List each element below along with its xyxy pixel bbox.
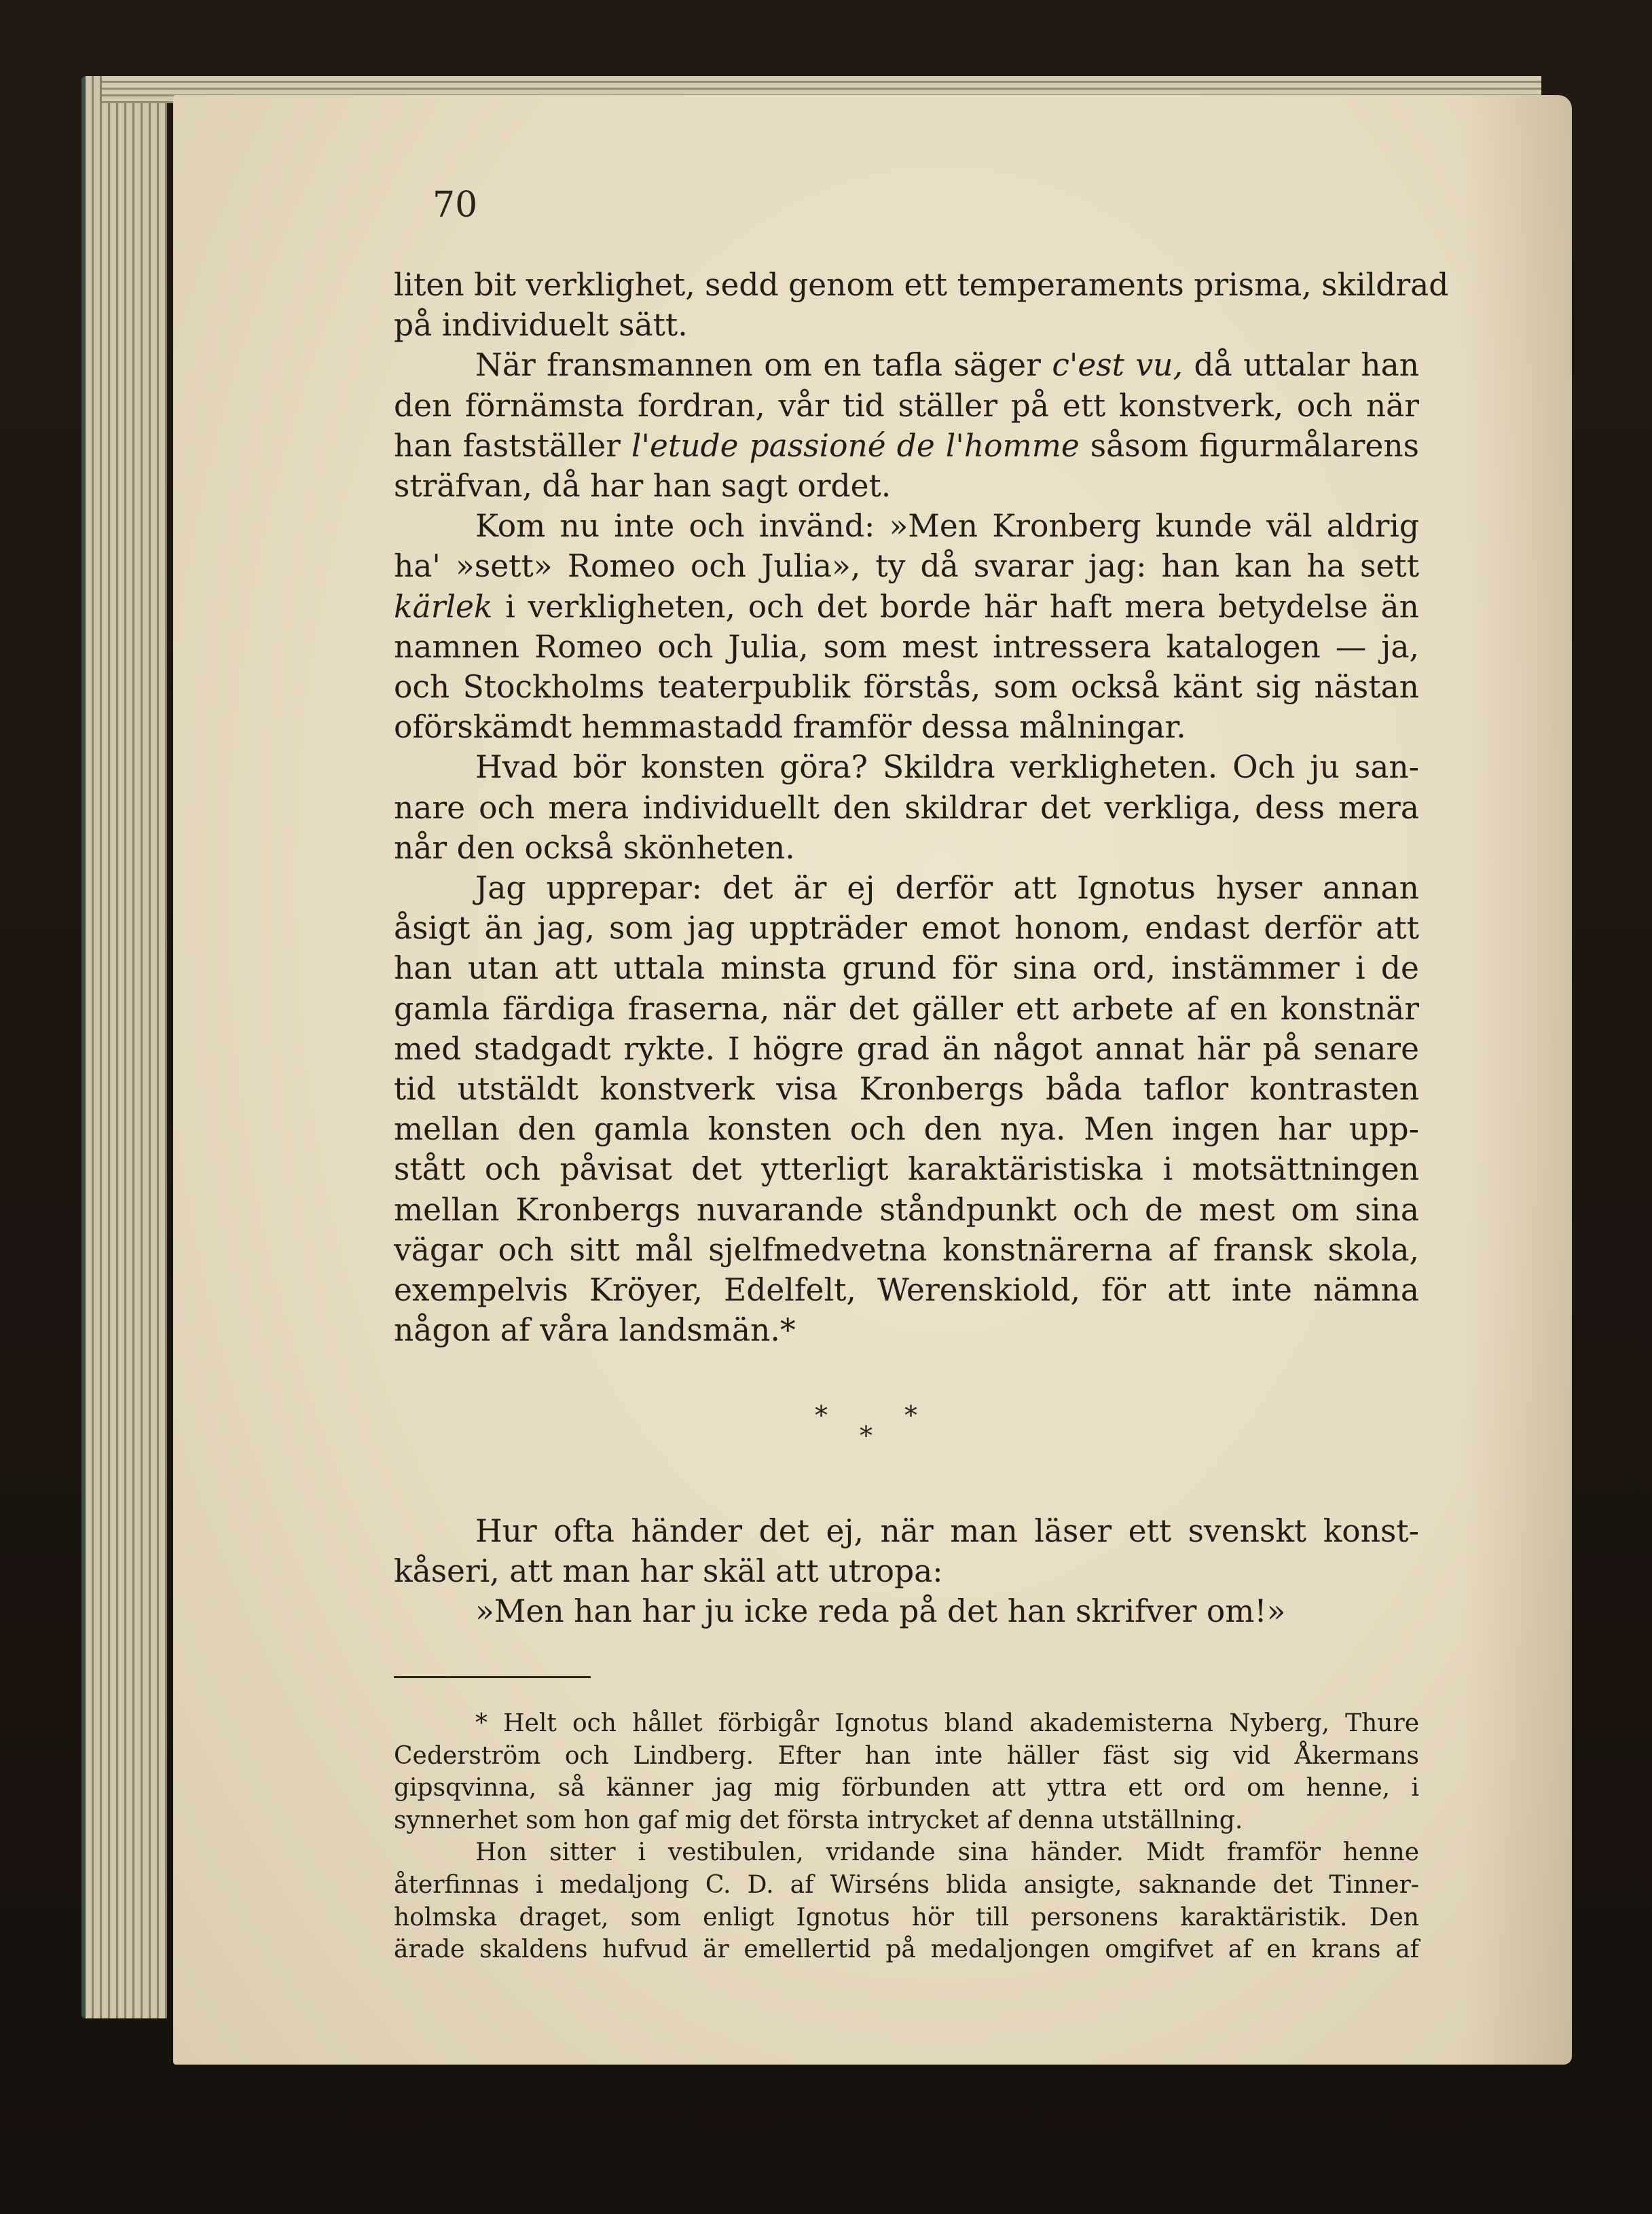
text-line: exempelvis Kröyer, Edelfelt, Werenskiold, för att inte nämna [394, 1272, 1419, 1309]
asterisk-mark: * [860, 1421, 873, 1451]
text-line: namnen Romeo och Julia, som mest intressera katalogen — ja, [394, 628, 1419, 665]
text-line: »Men han har ju icke reda på det han skrifver om!» [475, 1593, 1286, 1630]
text-line: liten bit verklighet, sedd genom ett temperaments prisma, skildrad [394, 267, 1449, 303]
footnote-line: återfinnas i medaljong C. D. af Wirséns blida ansigte, saknande det Tinner- [394, 1870, 1419, 1899]
text-line: Jag upprepar: det är ej derför att Ignotus hyser annan [475, 870, 1419, 907]
footnote-line: gipsqvinna, så känner jag mig förbunden att yttra ett ord om henne, i [394, 1774, 1419, 1802]
text-line: sträfvan, då har han sagt ordet. [394, 468, 892, 505]
closing-text-block [394, 1511, 1419, 1632]
text-segment: När fransmannen om en tafla säger [475, 347, 1052, 384]
asterisk-mark: * [904, 1400, 917, 1430]
footnote-line: ärade skaldens hufvud är emellertid på medaljongen omgifvet af en krans af [394, 1936, 1419, 1964]
text-segment: såsom figurmålarens [1079, 427, 1419, 464]
italic-phrase: kärlek [394, 588, 493, 625]
text-segment: då uttalar han [1182, 347, 1419, 384]
text-line: åsigt än jag, som jag uppträder emot honom, endast derför att [394, 910, 1419, 947]
text-line: och Stockholms teaterpublik förstås, som också känt sig nästan [394, 669, 1419, 706]
text-line: mellan den gamla konsten och den nya. Men ingen har upp- [394, 1111, 1419, 1148]
text-line: någon af våra landsmän.* [394, 1312, 796, 1349]
text-line: mellan Kronbergs nuvarande ståndpunkt och de mest om sina [394, 1191, 1419, 1228]
text-line: Kom nu inte och invänd: »Men Kronberg kunde väl aldrig [475, 508, 1419, 545]
text-line: kåseri, att man har skäl att utropa: [394, 1553, 943, 1590]
footnote-rule [394, 1676, 591, 1678]
text-line: den förnämsta fordran, vår tid ställer på ett konstverk, och när [394, 387, 1419, 424]
text-line [394, 345, 1419, 385]
italic-phrase: l'etude passioné de l'homme [631, 427, 1080, 464]
asterisk-mark: * [815, 1400, 828, 1430]
text-line: når den också skönheten. [394, 829, 795, 866]
text-line: Hvad bör konsten göra? Skildra verkligheten. Och ju san- [475, 749, 1419, 786]
text-line: han utan att uttala minsta grund för sina ord, instämmer i de [394, 950, 1419, 987]
footnote-line: Hon sitter i vestibulen, vridande sina händer. Midt framför henne [475, 1838, 1419, 1867]
text-line: Hur ofta händer det ej, när man läser ett svenskt konst- [475, 1513, 1419, 1549]
book-page-edges [81, 76, 167, 2018]
footnote-line: holmska draget, som enligt Ignotus hör till personens karaktäristik. Den [394, 1903, 1419, 1931]
text-line [394, 587, 1419, 627]
footnote-block [394, 1707, 1419, 1966]
text-line: tid utstäldt konstverk visa Kronbergs båda taflor kontrasten [394, 1071, 1419, 1108]
text-line: vägar och sitt mål sjelfmedvetna konstnärerna af fransk skola, [394, 1231, 1419, 1268]
text-line: gamla färdiga fraserna, när det gäller ett arbete af en konstnär [394, 990, 1419, 1027]
text-segment: han fastställer [394, 427, 631, 464]
text-line: på individuelt sätt. [394, 307, 688, 344]
text-line: oförskämdt hemmastadd framför dessa målningar. [394, 709, 1186, 746]
footnote-line: * Helt och hållet förbigår Ignotus bland akademisterna Nyberg, Thure [475, 1709, 1419, 1737]
text-line [394, 426, 1419, 466]
section-asterism [808, 1400, 985, 1455]
footnote-line: synnerhet som hon gaf mig det första intrycket af denna utställning. [394, 1806, 1243, 1834]
main-text-block [394, 265, 1449, 1350]
text-line: nare och mera individuellt den skildrar det verkliga, dess mera [394, 789, 1419, 826]
text-line: ha' »sett» Romeo och Julia», ty då svarar jag: han kan ha sett [394, 548, 1419, 585]
footnote-line: Cederström och Lindberg. Efter han inte häller fäst sig vid Åkermans [394, 1741, 1419, 1770]
page-number: 70 [433, 185, 478, 225]
italic-phrase: c'est vu, [1052, 347, 1183, 384]
text-segment: i verkligheten, och det borde här haft mera betydelse än [492, 588, 1419, 625]
text-line: med stadgadt rykte. I högre grad än något annat här på senare [394, 1030, 1419, 1067]
text-line: stått och påvisat det ytterligt karaktäristiska i motsättningen [394, 1151, 1419, 1188]
